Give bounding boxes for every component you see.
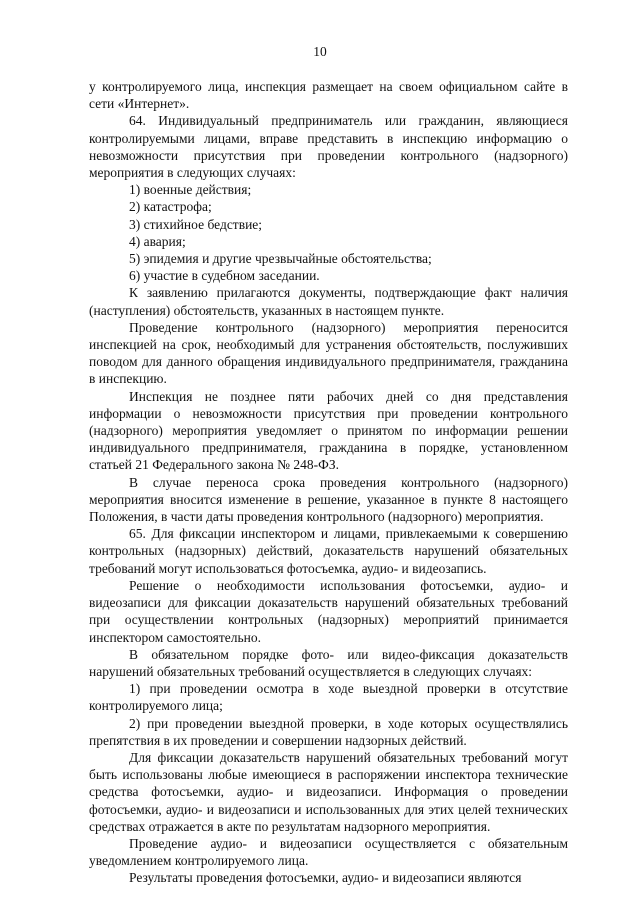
paragraph: Для фиксации доказательств нарушений обязательных требований могут быть использованы любые имеющиеся в распоряжении инспектора технические средства фотосъемки, аудио- и видеозаписи. Информация о проведении фотосъемки, аудио- и видеозаписи и использованных для этих целей технических средствах отражается в акте по результатам надзорного мероприятия. <box>89 749 568 834</box>
paragraph: Проведение контрольного (надзорного) мероприятия переносится инспекцией на срок, необходимый для устранения обстоятельств, послуживших поводом для данного обращения индивидуального предпринимателя, гражданина в инспекцию. <box>89 319 568 387</box>
document-body <box>89 78 568 887</box>
paragraph: Инспекция не позднее пяти рабочих дней со дня представления информации о невозможности присутствия при проведении контрольного (надзорного) мероприятия уведомляет о принятом по информации решении индивидуального предпринимателя, гражданина в порядке, установленном статьей 21 Федерального закона № 248-ФЗ. <box>89 388 568 473</box>
paragraph: В случае переноса срока проведения контрольного (надзорного) мероприятия вносится изменение в решение, указанное в пункте 8 настоящего Положения, в части даты проведения контрольного (надзорного) мероприятия. <box>89 474 568 525</box>
paragraph-item-64: 64. Индивидуальный предприниматель или гражданин, являющиеся контролируемыми лицами, вправе представить в инспекцию информацию о невозможности присутствия при проведении контрольного (надзорного) мероприятия в следующих случаях: <box>89 113 568 181</box>
list-item: 2) катастрофа; <box>129 199 212 215</box>
list-item: 2) при проведении выездной проверки, в ходе которых осуществлялись препятствия в их проведении и совершении надзорных действий. <box>89 715 568 748</box>
paragraph: В обязательном порядке фото- или видео-фиксация доказательств нарушений обязательных требований осуществляется в следующих случаях: <box>89 646 568 679</box>
list-item: 4) авария; <box>129 233 186 249</box>
list-item: 3) стихийное бедствие; <box>129 216 263 232</box>
list-item: 1) при проведении осмотра в ходе выездной проверки в отсутствие контролируемого лица; <box>89 681 568 714</box>
list-item: 1) военные действия; <box>129 182 252 198</box>
page-number: 10 <box>313 44 327 59</box>
paragraph: Результаты проведения фотосъемки, аудио- и видеозаписи являются <box>129 870 522 886</box>
paragraph-continuation: у контролируемого лица, инспекция размещает на своем официальном сайте в сети «Интернет». <box>89 79 568 112</box>
list-item: 5) эпидемия и другие чрезвычайные обстоятельства; <box>129 251 432 267</box>
paragraph: Решение о необходимости использования фотосъемки, аудио- и видеозаписи для фиксации доказательств нарушений обязательных требований при осуществлении контрольных (надзорных) мероприятий принимается инспектором самостоятельно. <box>89 577 568 645</box>
list-item: 6) участие в судебном заседании. <box>129 268 320 284</box>
paragraph-item-65: 65. Для фиксации инспектором и лицами, привлекаемыми к совершению контрольных (надзорных) действий, доказательств нарушений обязательных требований могут использоваться фотосъемка, аудио- и видеозапись. <box>89 526 568 576</box>
paragraph: Проведение аудио- и видеозаписи осуществляется с обязательным уведомлением контролируемого лица. <box>89 835 568 869</box>
paragraph: К заявлению прилагаются документы, подтверждающие факт наличия (наступления) обстоятельств, указанных в настоящем пункте. <box>89 285 568 318</box>
